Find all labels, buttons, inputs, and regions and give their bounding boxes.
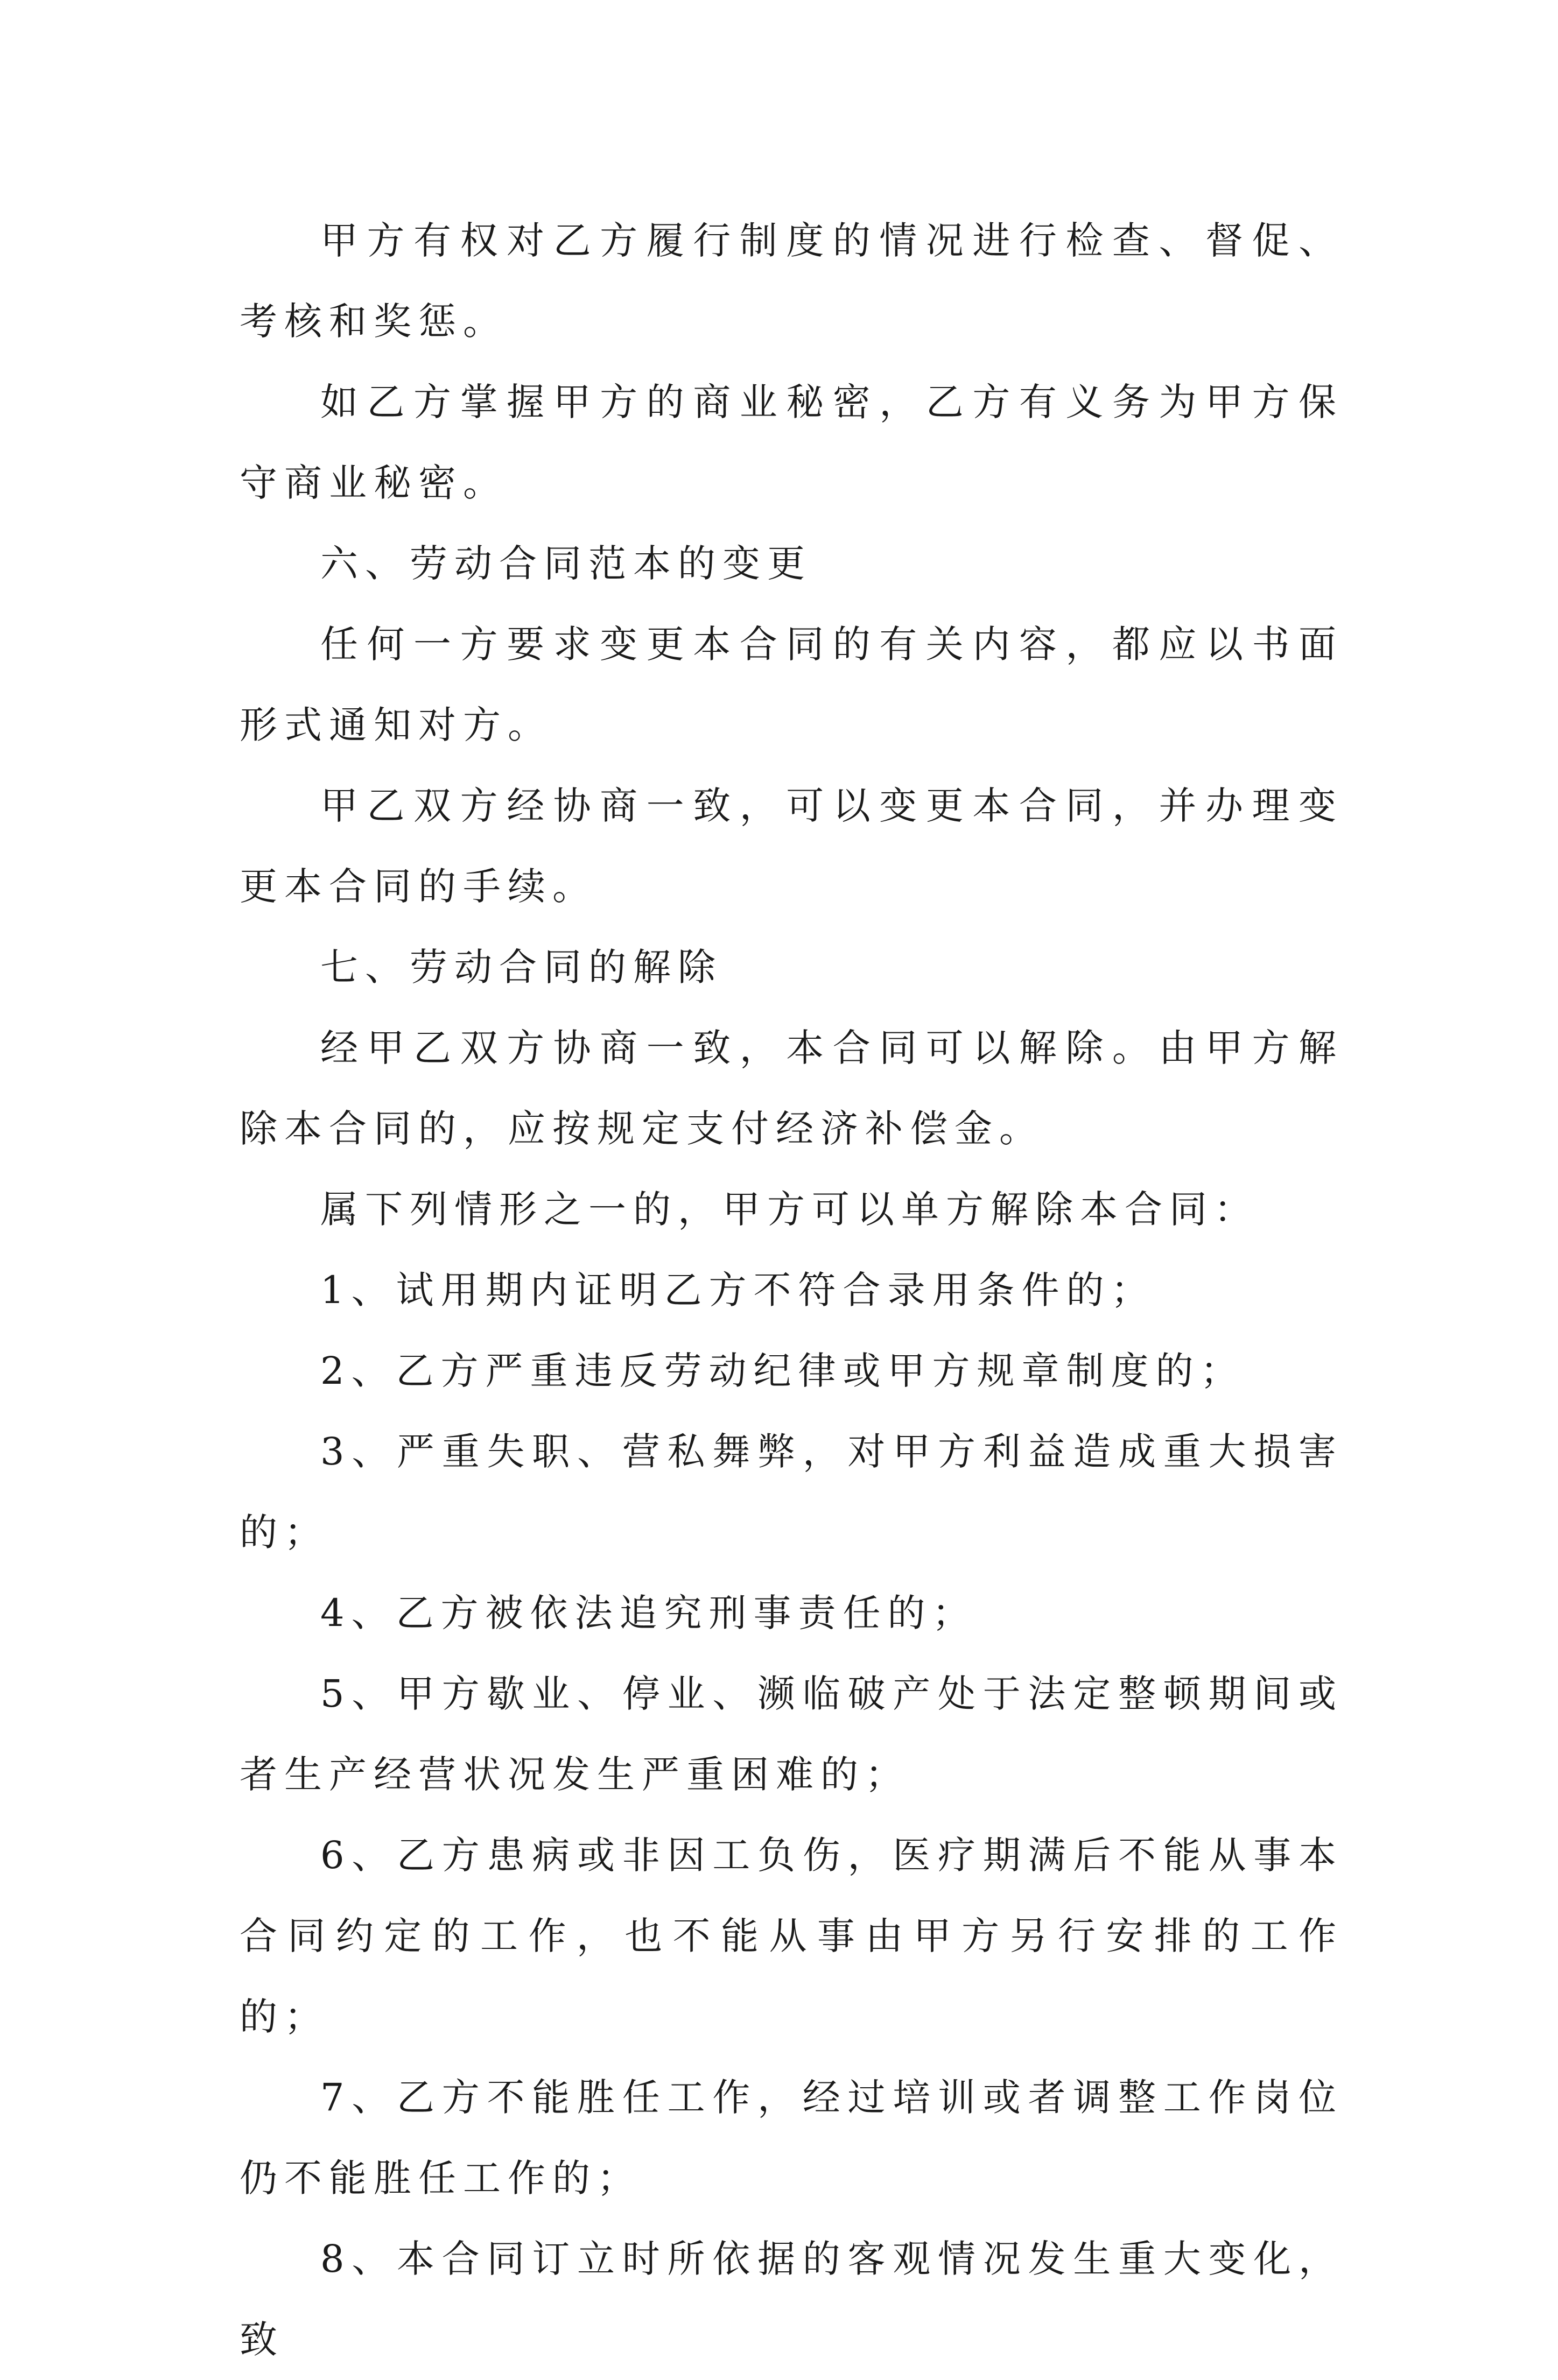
section-heading-contract-change: 六、劳动合同范本的变更 [320,541,812,586]
paragraph-written-notice: 任何一方要求变更本合同的有关内容，都应以书面形式通知对方。 [240,622,1343,747]
paragraph-unilateral-termination-intro: 属下列情形之一的，甲方可以单方解除本合同： [320,1187,1259,1231]
list-item-4: 4、乙方被依法追究刑事责任的； [320,1591,977,1635]
paragraph-mutual-termination: 经甲乙双方协商一致，本合同可以解除。由甲方解除本合同的，应按规定支付经济补偿金。 [240,1026,1343,1151]
list-item-1: 1、试用期内证明乙方不符合录用条件的； [320,1268,1156,1312]
paragraph-inspection-rights: 甲方有权对乙方履行制度的情况进行检查、督促、考核和奖惩。 [240,219,1343,343]
list-item-3: 3、严重失职、营私舞弊，对甲方利益造成重大损害的； [240,1430,1343,1554]
paragraph-trade-secrets: 如乙方掌握甲方的商业秘密，乙方有义务为甲方保守商业秘密。 [240,380,1343,505]
list-item-8: 8、本合同订立时所依据的客观情况发生重大变化，致 [240,2237,1343,2362]
list-item-5: 5、甲方歇业、停业、濒临破产处于法定整顿期间或者生产经营状况发生严重困难的； [240,1672,1343,1797]
list-item-7: 7、乙方不能胜任工作，经过培训或者调整工作岗位仍不能胜任工作的； [240,2075,1343,2200]
paragraph-mutual-change: 甲乙双方经协商一致，可以变更本合同，并办理变更本合同的手续。 [240,784,1343,909]
list-item-2: 2、乙方严重违反劳动纪律或甲方规章制度的； [320,1349,1245,1393]
section-heading-contract-termination: 七、劳动合同的解除 [320,945,722,989]
document-body [240,200,1343,2380]
list-item-6: 6、乙方患病或非因工负伤，医疗期满后不能从事本合同约定的工作，也不能从事由甲方另行安排的工作的； [240,1833,1343,2039]
